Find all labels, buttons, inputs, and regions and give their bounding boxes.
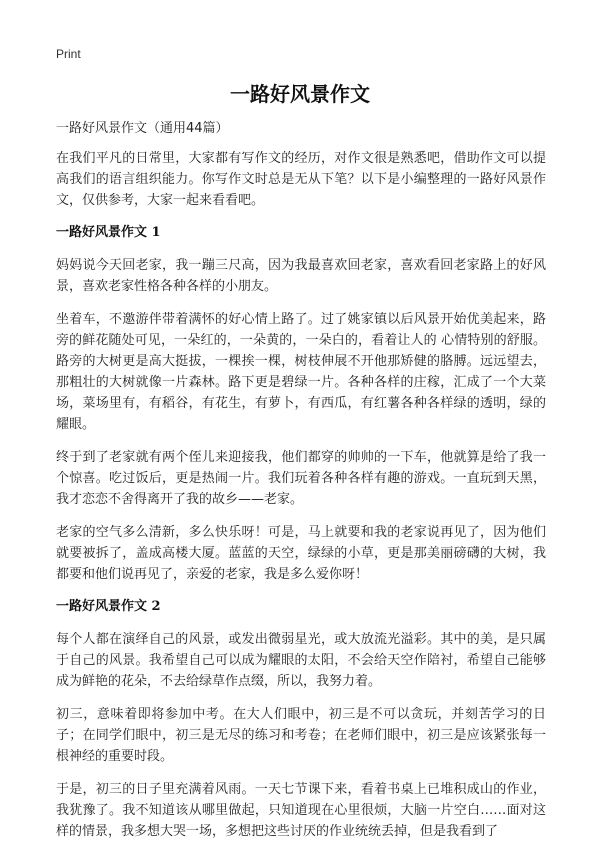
section-heading-1: 一路好风景作文 1 — [56, 225, 161, 240]
intro-paragraph: 在我们平凡的日常里，大家都有写作文的经历，对作文很是熟悉吧，借助作文可以提高我们的语言组织能力。你写作文时总是无从下笔？以下是小编整理的一路好风景作文，仅供参考，大家一起来看看吧。 — [56, 151, 546, 208]
section-1-paragraph-1: 妈妈说今天回老家，我一蹦三尺高，因为我最喜欢回老家，喜欢看回老家路上的好风景，喜欢老家性格各种各样的小朋友。 — [56, 258, 546, 294]
section-2-paragraph-2: 初三，意味着即将参加中考。在大人们眼中，初三是不可以贪玩，并刻苦学习的日子；在同学们眼中，初三是无尽的练习和考卷；在老师们眼中，初三是应该紧张每一根神经的重要时段。 — [56, 707, 546, 764]
article-subtitle: 一路好风景作文（通用44篇） — [56, 121, 229, 136]
section-1-paragraph-4: 老家的空气多么清新，多么快乐呀！可是，马上就要和我的老家说再见了，因为他们就要被拆了，盖成高楼大厦。蓝蓝的天空，绿绿的小草，更是那美丽磅礴的大树，我都要和他们说再见了，亲爱的老家，我是多么爱你呀！ — [56, 525, 546, 582]
section-heading-2: 一路好风景作文 2 — [56, 599, 161, 614]
print-link[interactable]: Print — [56, 47, 81, 61]
section-2-paragraph-1: 每个人都在演绎自己的风景，或发出微弱星光，或大放流光溢彩。其中的美，是只属于自己的风景。我希望自己可以成为耀眼的太阳，不会给天空作陪衬，希望自己能够成为鲜艳的花朵，不去给绿草作点缀，所以，我努力着。 — [56, 632, 546, 689]
section-1-paragraph-3: 终于到了老家就有两个侄儿来迎接我，他们都穿的帅帅的一下车，他就算是给了我一个惊喜。吃过饭后，更是热闹一片。我们玩着各种各样有趣的游戏。一直玩到天黑，我才恋恋不舍得离开了我的故乡——老家。 — [56, 450, 546, 507]
section-2-paragraph-3: 于是，初三的日子里充满着风雨。一天七节课下来，看着书桌上已堆积成山的作业，我犹豫了。我不知道该从哪里做起，只知道现在心里很烦，大脑一片空白……面对这样的情景，我多想大哭一场，多想把这些讨厌的作业统统丢掉，但是我看到了 — [56, 782, 546, 839]
document-title: 一路好风景作文 — [230, 82, 370, 106]
section-1-paragraph-2: 坐着车，不邀游伴带着满怀的好心情上路了。过了姚家镇以后风景开始优美起来，路旁的鲜花随处可见，一朵红的，一朵黄的，一朵白的，看着让人的 心情特别的舒服。路旁的大树更是高大挺拔，一棵挨一棵，树枝伸展不开他那矫健的胳膊。远远望去，那粗壮的大树就像一片森林。路下更是碧绿一片。各种各样的庄稼，汇成了一个大菜场，菜场里有，有稻谷，有花生，有萝卜，有西瓜，有红薯各种各样绿的透明，绿的耀眼。 — [56, 312, 546, 432]
article-body — [56, 118, 546, 854]
